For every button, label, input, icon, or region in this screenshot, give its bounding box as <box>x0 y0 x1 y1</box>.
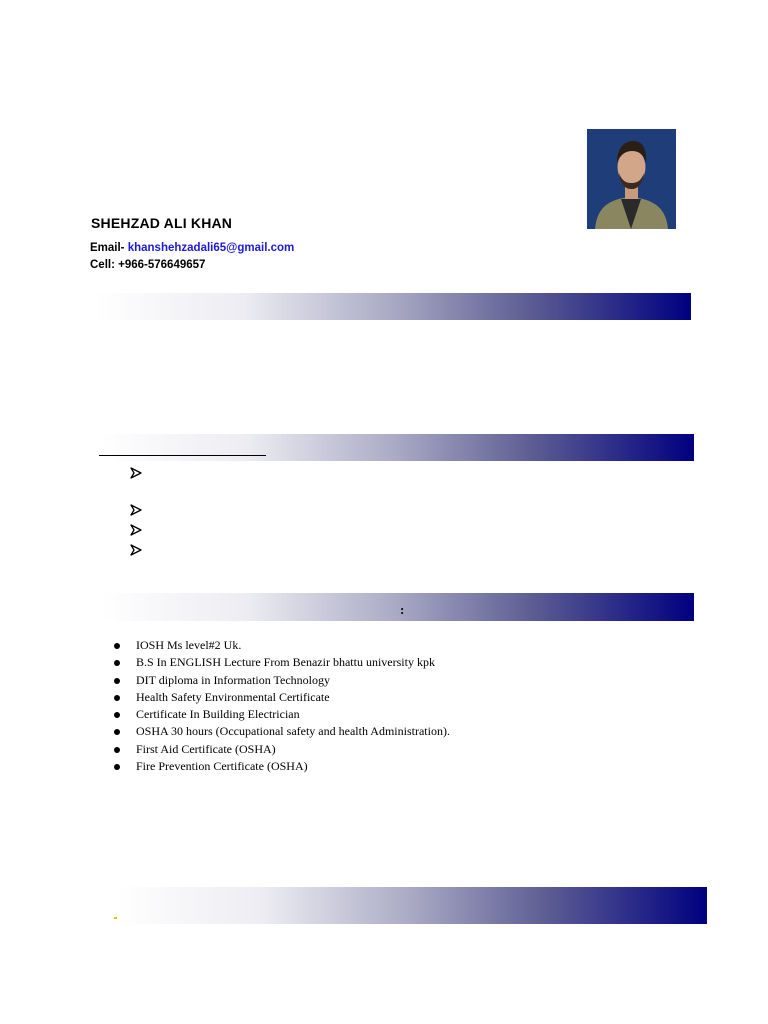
list-item: IOSH Ms level#2 Uk. <box>113 637 450 654</box>
profile-photo <box>587 129 676 229</box>
arrow-bullet-icon <box>130 524 144 536</box>
list-item: Health Safety Environmental Certificate <box>113 689 450 706</box>
decorative-mark <box>114 917 117 919</box>
arrow-bullet-icon <box>130 504 144 516</box>
section-header-band-2 <box>100 434 694 461</box>
list-item: OSHA 30 hours (Occupational safety and health Administration). <box>113 723 450 740</box>
list-item: Fire Prevention Certificate (OSHA) <box>113 758 450 775</box>
section-header-band-1 <box>95 293 691 320</box>
list-item: B.S In ENGLISH Lecture From Benazir bhattu university kpk <box>113 654 450 671</box>
email-label: Email- <box>90 242 128 254</box>
section-header-band-3 <box>100 593 694 621</box>
email-line <box>90 242 294 254</box>
list-item: DIT diploma in Information Technology <box>113 672 450 689</box>
section-header-band-4 <box>117 887 707 924</box>
cell-line <box>90 259 205 271</box>
arrow-bullet-icon <box>130 544 144 556</box>
list-item: First Aid Certificate (OSHA) <box>113 741 450 758</box>
candidate-name: SHEHZAD ALI KHAN <box>91 215 233 231</box>
list-item: Certificate In Building Electrician <box>113 706 450 723</box>
section-underline <box>99 455 266 456</box>
section-colon: : <box>400 602 405 617</box>
cell-label: Cell: <box>90 259 119 271</box>
cell-number: +966-576649657 <box>118 259 206 271</box>
certification-list <box>113 637 450 775</box>
email-link[interactable]: khanshehzadali65@gmail.com <box>127 242 295 254</box>
arrow-bullet-icon <box>130 467 144 479</box>
